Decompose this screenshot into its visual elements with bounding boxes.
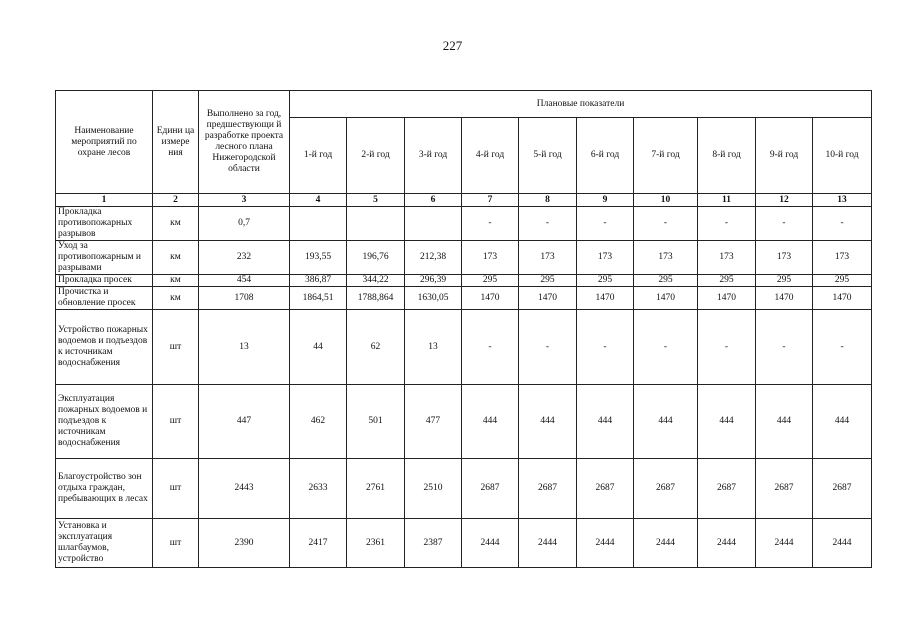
table-row: [56, 287, 872, 310]
plan-value: -: [634, 207, 698, 241]
plan-value: -: [519, 310, 577, 385]
measure-done: 232: [199, 241, 290, 275]
column-number: 9: [577, 194, 634, 207]
header-year-5: 5-й год: [519, 118, 577, 194]
header-name: Наименование мероприятий по охране лесов: [56, 91, 153, 194]
measure-name: Установка и эксплуатация шлагбаумов, устройство: [56, 519, 153, 568]
header-year-7: 7-й год: [634, 118, 698, 194]
plan-value: 2444: [577, 519, 634, 568]
measure-unit: км: [153, 287, 199, 310]
plan-value: -: [519, 207, 577, 241]
table-row: [56, 310, 872, 385]
plan-value: 295: [756, 275, 813, 287]
plan-value: 386,87: [290, 275, 347, 287]
plan-value: -: [462, 207, 519, 241]
table-row: [56, 459, 872, 519]
measure-done: 2443: [199, 459, 290, 519]
column-number: 1: [56, 194, 153, 207]
measure-name: Благоустройство зон отдыха граждан, пребывающих в лесах: [56, 459, 153, 519]
plan-value: 2761: [347, 459, 405, 519]
plan-value: 212,38: [405, 241, 462, 275]
column-number: 5: [347, 194, 405, 207]
protection-measures-table: [55, 90, 872, 568]
measure-unit: км: [153, 207, 199, 241]
column-number: 8: [519, 194, 577, 207]
measure-done: 454: [199, 275, 290, 287]
plan-value: 2687: [462, 459, 519, 519]
header-year-4: 4-й год: [462, 118, 519, 194]
plan-value: 444: [519, 385, 577, 459]
table-row: [56, 241, 872, 275]
plan-value: 1470: [698, 287, 756, 310]
plan-value: 344,22: [347, 275, 405, 287]
plan-value: 173: [462, 241, 519, 275]
plan-value: 173: [756, 241, 813, 275]
plan-value: 62: [347, 310, 405, 385]
plan-value: -: [756, 310, 813, 385]
measure-done: 2390: [199, 519, 290, 568]
plan-value: 2387: [405, 519, 462, 568]
plan-value: -: [577, 207, 634, 241]
measure-name: Устройство пожарных водоемов и подъездов к источникам водоснабжения: [56, 310, 153, 385]
plan-value: 444: [813, 385, 872, 459]
plan-value: 295: [519, 275, 577, 287]
measure-name: Прокладка просек: [56, 275, 153, 287]
plan-value: 2687: [577, 459, 634, 519]
header-year-1: 1-й год: [290, 118, 347, 194]
plan-value: 1470: [519, 287, 577, 310]
plan-value: 1630,05: [405, 287, 462, 310]
plan-value: 2444: [634, 519, 698, 568]
column-number: 4: [290, 194, 347, 207]
header-done: Выполнено за год, предшествующи й разработке проекта лесного плана Нижегородской области: [199, 91, 290, 194]
plan-value: 295: [462, 275, 519, 287]
header-year-10: 10-й год: [813, 118, 872, 194]
plan-value: 1864,51: [290, 287, 347, 310]
plan-value: 2444: [698, 519, 756, 568]
table-row: [56, 385, 872, 459]
column-number: 6: [405, 194, 462, 207]
measure-name: Прокладка противопожарных разрывов: [56, 207, 153, 241]
plan-value: 1788,864: [347, 287, 405, 310]
plan-value: 1470: [634, 287, 698, 310]
header-year-8: 8-й год: [698, 118, 756, 194]
plan-value: 444: [756, 385, 813, 459]
header-year-9: 9-й год: [756, 118, 813, 194]
plan-value: 1470: [756, 287, 813, 310]
plan-value: 1470: [813, 287, 872, 310]
plan-value: 173: [813, 241, 872, 275]
header-unit: Едини ца измере ния: [153, 91, 199, 194]
measure-done: 13: [199, 310, 290, 385]
plan-value: 462: [290, 385, 347, 459]
plan-value: 444: [577, 385, 634, 459]
plan-value: 295: [634, 275, 698, 287]
plan-value: 501: [347, 385, 405, 459]
header-planned: Плановые показатели: [290, 91, 872, 118]
plan-value: 296,39: [405, 275, 462, 287]
plan-value: 2687: [698, 459, 756, 519]
plan-value: 477: [405, 385, 462, 459]
table-row: [56, 275, 872, 287]
plan-value: 173: [634, 241, 698, 275]
plan-value: [405, 207, 462, 241]
plan-value: -: [813, 207, 872, 241]
measure-unit: км: [153, 241, 199, 275]
plan-value: 295: [813, 275, 872, 287]
plan-value: 196,76: [347, 241, 405, 275]
plan-value: 2687: [756, 459, 813, 519]
plan-value: -: [462, 310, 519, 385]
plan-value: [347, 207, 405, 241]
measure-unit: шт: [153, 385, 199, 459]
plan-value: 444: [462, 385, 519, 459]
plan-value: 2361: [347, 519, 405, 568]
page-number: 227: [442, 38, 463, 53]
column-number: 2: [153, 194, 199, 207]
measure-done: 1708: [199, 287, 290, 310]
plan-value: 2687: [813, 459, 872, 519]
measure-unit: шт: [153, 310, 199, 385]
plan-value: -: [634, 310, 698, 385]
plan-value: 193,55: [290, 241, 347, 275]
column-number: 11: [698, 194, 756, 207]
header-year-6: 6-й год: [577, 118, 634, 194]
measure-unit: шт: [153, 459, 199, 519]
measure-name: Прочистка и обновление просек: [56, 287, 153, 310]
plan-value: 2444: [813, 519, 872, 568]
plan-value: -: [813, 310, 872, 385]
plan-value: 2444: [519, 519, 577, 568]
column-number: 3: [199, 194, 290, 207]
plan-value: 13: [405, 310, 462, 385]
measure-unit: км: [153, 275, 199, 287]
measure-name: Эксплуатация пожарных водоемов и подъездов к источникам водоснабжения: [56, 385, 153, 459]
plan-value: 444: [698, 385, 756, 459]
plan-value: 444: [634, 385, 698, 459]
column-number: 13: [813, 194, 872, 207]
measure-unit: шт: [153, 519, 199, 568]
plan-value: 295: [698, 275, 756, 287]
plan-value: -: [756, 207, 813, 241]
measure-done: 447: [199, 385, 290, 459]
plan-value: 2444: [462, 519, 519, 568]
header-year-2: 2-й год: [347, 118, 405, 194]
measure-done: 0,7: [199, 207, 290, 241]
plan-value: 2444: [756, 519, 813, 568]
plan-value: 173: [698, 241, 756, 275]
column-number: 7: [462, 194, 519, 207]
measure-name: Уход за противопожарным и разрывами: [56, 241, 153, 275]
table-row: [56, 207, 872, 241]
plan-value: 44: [290, 310, 347, 385]
plan-value: 1470: [577, 287, 634, 310]
plan-value: -: [577, 310, 634, 385]
plan-value: [290, 207, 347, 241]
table-row: [56, 519, 872, 568]
plan-value: 173: [519, 241, 577, 275]
plan-value: 1470: [462, 287, 519, 310]
plan-value: 2633: [290, 459, 347, 519]
header-year-3: 3-й год: [405, 118, 462, 194]
column-number: 12: [756, 194, 813, 207]
plan-value: -: [698, 207, 756, 241]
plan-value: 2687: [634, 459, 698, 519]
plan-value: 2687: [519, 459, 577, 519]
plan-value: 173: [577, 241, 634, 275]
plan-value: -: [698, 310, 756, 385]
plan-value: 2417: [290, 519, 347, 568]
column-number: 10: [634, 194, 698, 207]
plan-value: 295: [577, 275, 634, 287]
plan-value: 2510: [405, 459, 462, 519]
